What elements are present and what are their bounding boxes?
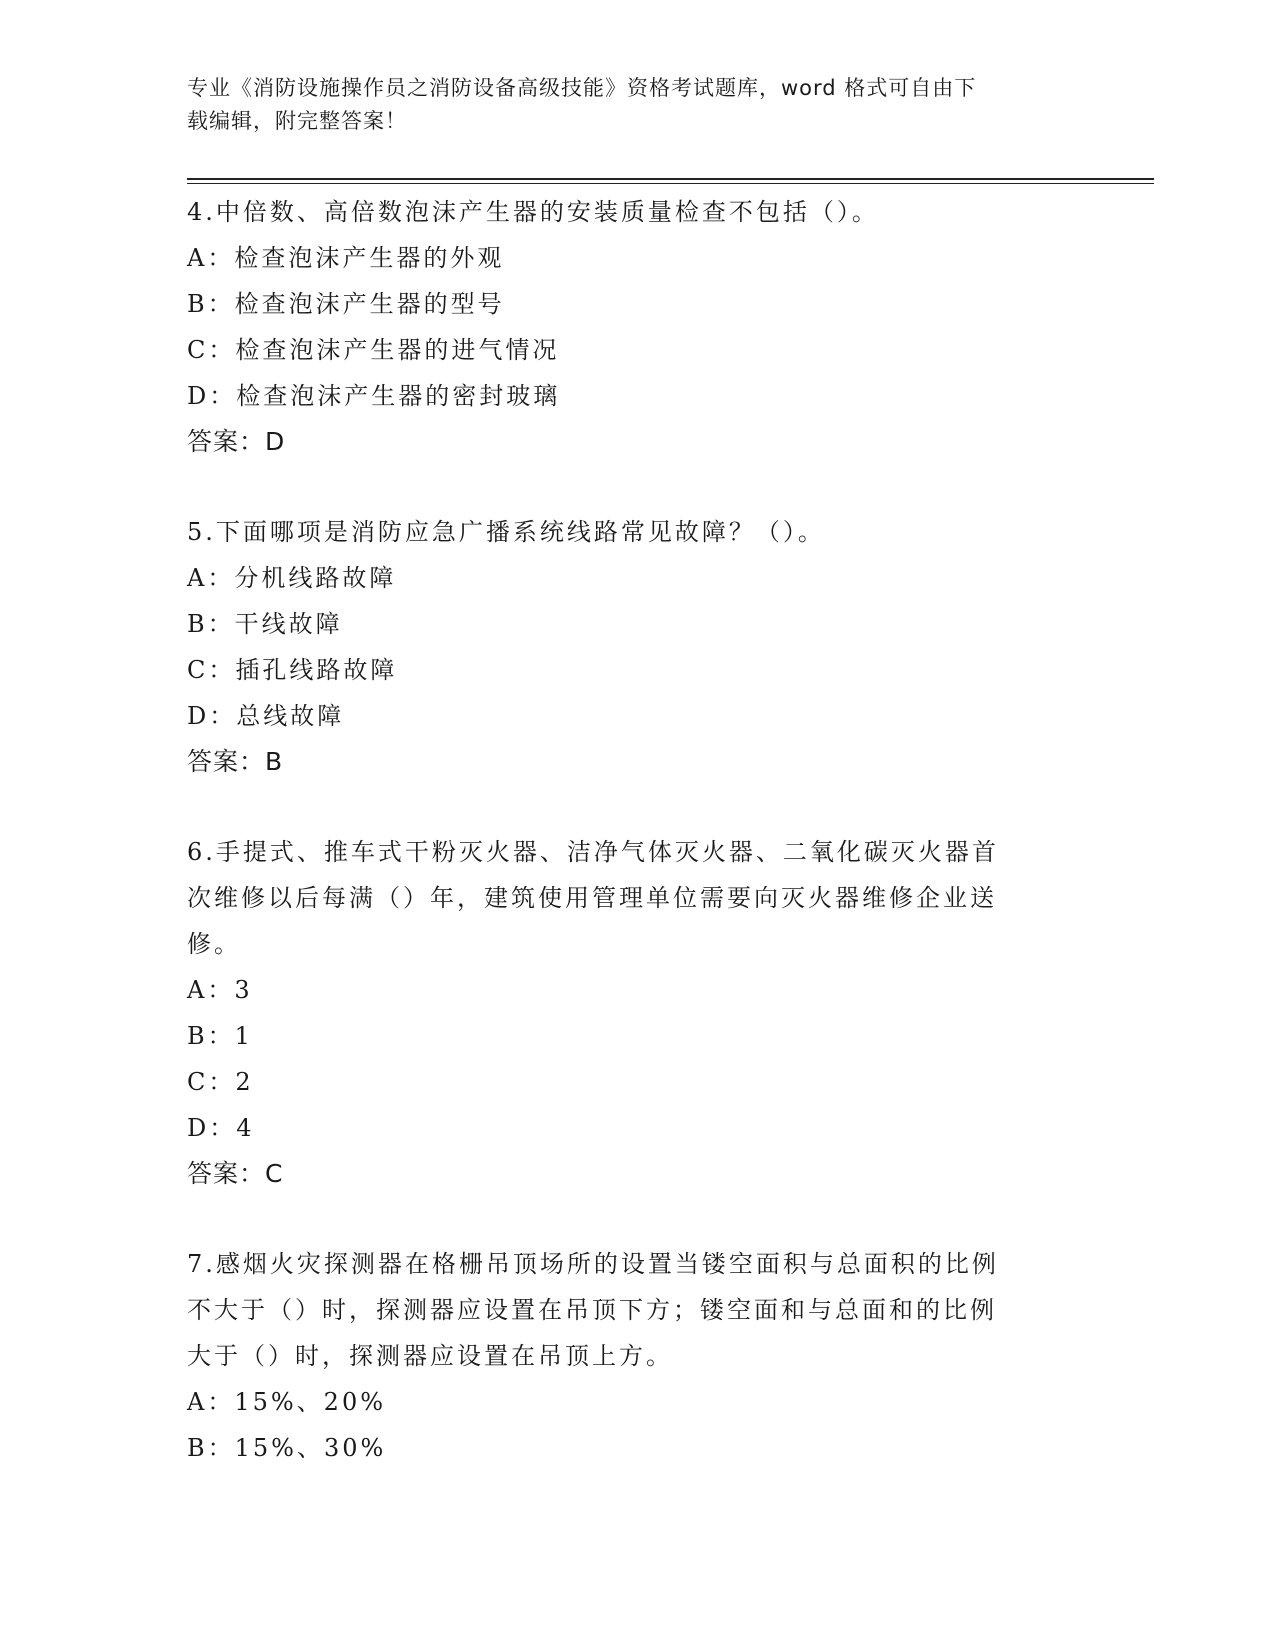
option-a: A：检查泡沫产生器的外观 [187,244,505,272]
question-stem-line: 6.手提式、推车式干粉灭火器、洁净气体灭火器、二氧化碳灭火器首 [187,838,999,866]
header-line-2: 载编辑，附完整答案！ [187,109,407,133]
question-list [187,189,1057,1471]
option-c: C：插孔线路故障 [187,656,398,684]
answer: 答案：C [187,1159,284,1188]
header-divider-thick [187,178,1154,180]
document-header [187,72,1067,138]
question-stem-line: 7.感烟火灾探测器在格栅吊顶场所的设置当镂空面积与总面积的比例 [187,1250,999,1278]
question-stem-line: 修。 [187,930,241,958]
option-a: A：3 [187,976,253,1004]
option-a: A：分机线路故障 [187,564,397,592]
option-a: A：15%、20% [187,1388,387,1416]
option-b: B：检查泡沫产生器的型号 [187,290,505,318]
header-line-1: 专业《消防设施操作员之消防设备高级技能》资格考试题库，word 格式可自由下 [187,76,977,100]
question-stem: 5.下面哪项是消防应急广播系统线路常见故障？（）。 [187,518,825,546]
question-stem-line: 次维修以后每满（）年，建筑使用管理单位需要向灭火器维修企业送 [187,884,997,912]
option-c: C：2 [187,1068,254,1096]
question-5 [187,509,1057,785]
question-stem: 4.中倍数、高倍数泡沫产生器的安装质量检查不包括（）。 [187,198,879,226]
question-7 [187,1241,1057,1471]
option-c: C：检查泡沫产生器的进气情况 [187,336,560,364]
question-4 [187,189,1057,465]
question-6 [187,829,1057,1197]
header-divider-thin [187,183,1154,184]
option-b: B：15%、30% [187,1434,387,1462]
option-b: B：1 [187,1022,253,1050]
option-d: D：4 [187,1114,255,1142]
question-stem-line: 大于（）时，探测器应设置在吊顶上方。 [187,1342,673,1370]
answer: 答案：B [187,747,284,776]
option-d: D：检查泡沫产生器的密封玻璃 [187,382,561,410]
question-stem-line: 不大于（）时，探测器应设置在吊顶下方；镂空面和与总面和的比例 [187,1296,997,1324]
option-b: B：干线故障 [187,610,343,638]
answer: 答案：D [187,427,286,456]
option-d: D：总线故障 [187,702,345,730]
